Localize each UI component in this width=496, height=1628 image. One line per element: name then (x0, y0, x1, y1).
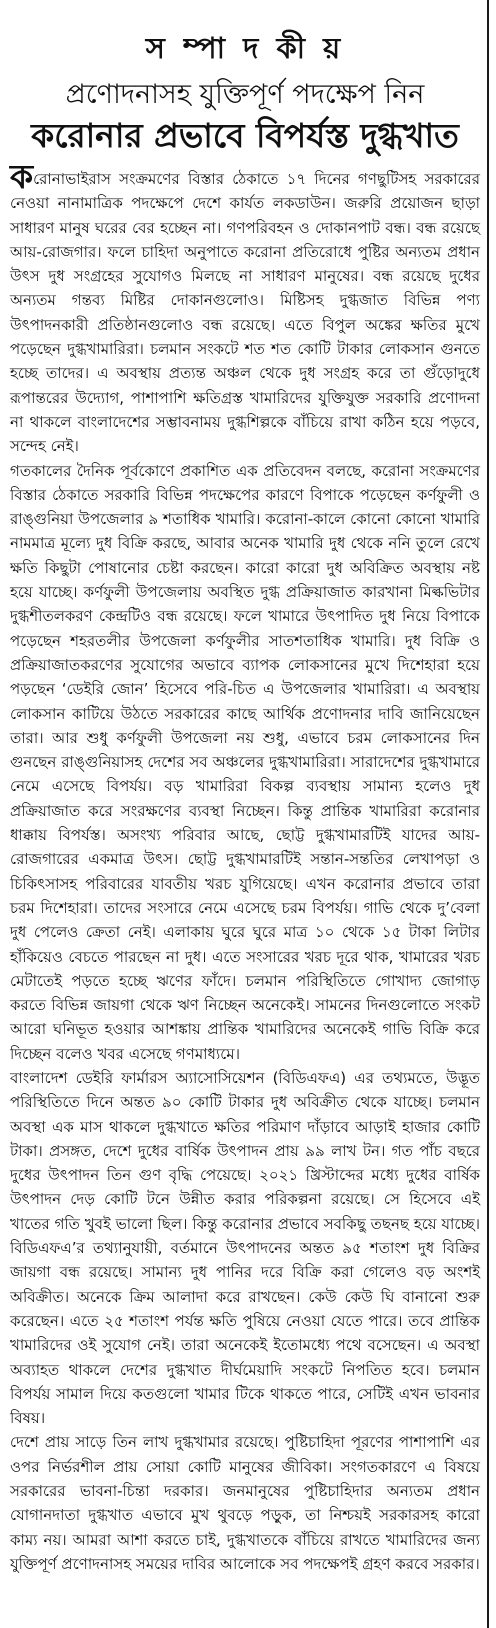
paragraph-1-text: রোনাভাইরাস সংক্রমণের বিস্তার ঠেকাতে ১৭ দিনের গণছুটিসহ সরকারের নেওয়া নানামাত্রিক পদক্ষেপে দেশে কার্যত লকডাউন। জরুরি প্রয়োজন ছাড়া সাধারণ মানুষ ঘরের বের হচ্ছেন না। গণপরিবহন ও দোকানপাট বন্ধ। বন্ধ রয়েছে আয়-রোজগার। ফলে চাহিদা অনুপাতে করোনা প্রতিরোধে পুষ্টির অন্যতম প্রধান উৎস দুধ সংগ্রহের সুযোগও মিলছে না সাধারণ মানুষের। বন্ধ রয়েছে দুধের অন্যতম গন্তব্য মিষ্টির দোকানগুলোও। মিষ্টিসহ দুগ্ধজাত বিভিন্ন পণ্য উৎপাদনকারী প্রতিষ্ঠানগুলোও বন্ধ রয়েছে। এতে বিপুল অঙ্কের ক্ষতির মুখে পড়েছেন দুগ্ধখামারিরা। চলমান সংকটে শত শত কোটি টাকার লোকসান গুনতে হচ্ছে তাদের। এ অবস্থায় প্রত্যন্ত অঞ্চল থেকে দুধ সংগ্রহ করে তা গুঁড়োদুধে রূপান্তরের উদ্যোগ, পাশাপাশি ক্ষতিগ্রস্ত খামারিদের যুক্তিযুক্ত সরকারি প্রণোদনা না থাকলে বাংলাদেশের সম্ভাবনাময় দুগ্ধশিল্পকে বাঁচিয়ে রাখা কঠিন হয়ে পড়বে, সন্দেহ নেই। (10, 170, 480, 456)
column-rule (487, 0, 489, 1628)
article-body (10, 157, 480, 1576)
paragraph-3: বাংলাদেশ ডেইরি ফার্মারস অ্যাসোসিয়েশন (বিডিএফএ) এর তথ্যমতে, উদ্ভূত পরিস্থিতিতে দিনে অন্তত ৯০ কোটি টাকার দুধ অবিক্রীত থেকে যাচ্ছে। চলমান অবস্থা এক মাস থাকলে দুগ্ধখাতে ক্ষতির পরিমাণ দাঁড়াবে আড়াই হাজার কোটি টাকা। প্রসঙ্গত, দেশে দুধের বার্ষিক উৎপাদন প্রায় ৯৯ লাখ টন। গত পাঁচ বছরে দুধের উৎপাদন তিন গুণ বৃদ্ধি পেয়েছে। ২০২১ খ্রিস্টাব্দের মধ্যে দুধের বার্ষিক উৎপাদন দেড় কোটি টনে উন্নীত করার পরিকল্পনা রয়েছে। সে হিসেবে এই খাতের গতি খুবই ভালো ছিল। কিন্তু করোনার প্রভাবে সবকিছু তছনছ হয়ে যাচ্ছে। বিডিএফএ’র তথ্যানুযায়ী, বর্তমানে উৎপাদনের অন্তত ৯৫ শতাংশ দুধ বিক্রির জায়গা বন্ধ রয়েছে। সামান্য দুধ পানির দরে বিক্রি করা গেলেও বড় অংশই অবিক্রীত। অনেকে ক্রিম আলাদা করে রাখছেন। কেউ কেউ ঘি বানানো শুরু করেছেন। এতে ২৫ শতাংশ পর্যন্ত ক্ষতি পুষিয়ে নেওয়া যেতে পারে। তবে প্রান্তিক খামারিদের ওই সুযোগ নেই। তারা অনেকেই ইতোমধ্যে পথে বসেছেন। এ অবস্থা অব্যাহত থাকলে দেশের দুগ্ধখাত দীর্ঘমেয়াদি সংকটে নিপতিত হবে। চলমান বিপর্যয় সামাল দিয়ে কতগুলো খামার টিকে থাকতে পারে, সেটিই এখন ভাবনার বিষয়। (10, 1068, 480, 1428)
section-title: স ম্পা দ কী য় (145, 31, 345, 65)
paragraph-1 (10, 157, 480, 459)
paragraph-4: দেশে প্রায় সাড়ে তিন লাখ দুগ্ধখামার রয়েছে। পুষ্টিচাহিদা পূরণের পাশাপাশি এর ওপর নির্ভরশীল প্রায় সোয়া কোটি মানুষের জীবিকা। সংগতকারণে এ বিষয়ে সরকারের ভাবনা-চিন্তা দরকার। জনমানুষের পুষ্টিচাহিদার অন্যতম প্রধান যোগানদাতা দুগ্ধখাত এভাবে মুখ থুবড়ে পড়ুক, তা নিশ্চয়ই সরকারসহ কারো কাম্য নয়। আমরা আশা করতে চাই, দুগ্ধখাতকে বাঁচিয়ে রাখতে খামারিদের জন্য যুক্তিপূর্ণ প্রণোদনাসহ সময়ের দাবির আলোকে সব পদক্ষেপই গ্রহণ করবে সরকার। (10, 1433, 480, 1573)
editorial-article (10, 0, 480, 1576)
drop-cap: ক (10, 157, 34, 196)
paragraph-2: গতকালের দৈনিক পূর্বকোণে প্রকাশিত এক প্রতিবেদন বলছে, করোনা সংক্রমণের বিস্তার ঠেকাতে সরকারি বিভিন্ন পদক্ষেপের কারণে বিপাকে পড়েছেন কর্ণফুলী ও রাঙ্গুনিয়া উপজেলার ৯ শতাধিক খামারি। করোনা-কালে কোনো কোনো খামারি নামমাত্র মূল্যে দুধ বিক্রি করছে, আবার অনেক খামারি দুধ থেকে ননি তুলে রেখে ক্ষতি কিছুটা পোষানোর চেষ্টা করছেন। কারো কারো দুধ অবিক্রিত অবস্থায় নষ্ট হয়ে যাচ্ছে। কর্ণফুলী উপজেলায় অবস্থিত দুগ্ধ প্রক্রিয়াজাত কারখানা মিল্কভিটার দুগ্ধশীতলকরণ কেন্দ্রটিও বন্ধ রয়েছে। ফলে খামারে উৎপাদিত দুধ নিয়ে বিপাকে পড়েছেন শহরতলীর উপজেলা কর্ণফুলীর সাতশতাধিক খামারি। দুধ বিক্রি ও প্রক্রিয়াজাতকরণের সুযোগের অভাবে ব্যাপক লোকসানের মুখে দিশেহারা হয়ে পড়ছেন ‘ডেইরি জোন’ হিসেবে পরি-চিত এ উপজেলার খামারিরা। এ অবস্থায় লোকসান কাটিয়ে উঠতে সরকারের কাছে আর্থিক প্রণোদনার দাবি জানিয়েছেন তারা। আর শুধু কর্ণফুলী উপজেলা নয় শুধু, এভাবে চরম লোকসানের দিন গুনছেন রাঙ্গুনিয়াসহ দেশের সব অঞ্চলের দুগ্ধখামারিরা। সারাদেশের দুগ্ধখামারে নেমে এসেছে বিপর্যয়। বড় খামারিরা বিকল্প ব্যবস্থায় সামান্য হলেও দুধ প্রক্রিয়াজাত করে সংরক্ষণের ব্যবস্থা নিচ্ছেন। কিন্তু প্রান্তিক খামারিরা করোনার ধাক্কায় বিপর্যস্ত। অসংখ্য পরিবার আছে, ছোট্ট দুগ্ধখামারটিই যাদের আয়-রোজগারের একমাত্র উৎস। ছোট্ট দুগ্ধখামারটিই সন্তান-সন্ততির লেখাপড়া ও চিকিৎসাসহ পরিবারের যাবতীয় খরচ যুগিয়েছে। এখন করোনার প্রভাবে তারা চরম দিশেহারা। তাদের সংসারে নেমে এসেছে চরম বিপর্যয়। গাভি থেকে দু’বেলা দুধ পেলেও ক্রেতা নেই। এলাকায় ঘুরে ঘুরে মাত্র ১০ থেকে ১৫ টাকা লিটার হাঁকিয়েও বেচতে পারছেন না দুধ। এতে সংসারের খরচ দূরে থাক, খামারের খরচ মেটাতেই পড়তে হচ্ছে ঋণের ফাঁদে। চলমান পরিস্থিতিতে গোখাদ্য জোগাড় করতে বিভিন্ন জায়গা থেকে ঋণ নিচ্ছেন অনেকেই। সামনের দিনগুলোতে সংকট আরো ঘনিভূত হওয়ার আশঙ্কায় প্রান্তিক খামারিদের অনেকেই গাভি বিক্রি করে দিচ্ছেন বলেও খবর এসেছে গণমাধ্যমে। (10, 461, 480, 1063)
subheadline: প্রণোদনাসহ যুক্তিপূর্ণ পদক্ষেপ নিন (65, 79, 425, 110)
headline: করোনার প্রভাবে বিপর্যস্ত দুগ্ধখাত (31, 116, 459, 155)
